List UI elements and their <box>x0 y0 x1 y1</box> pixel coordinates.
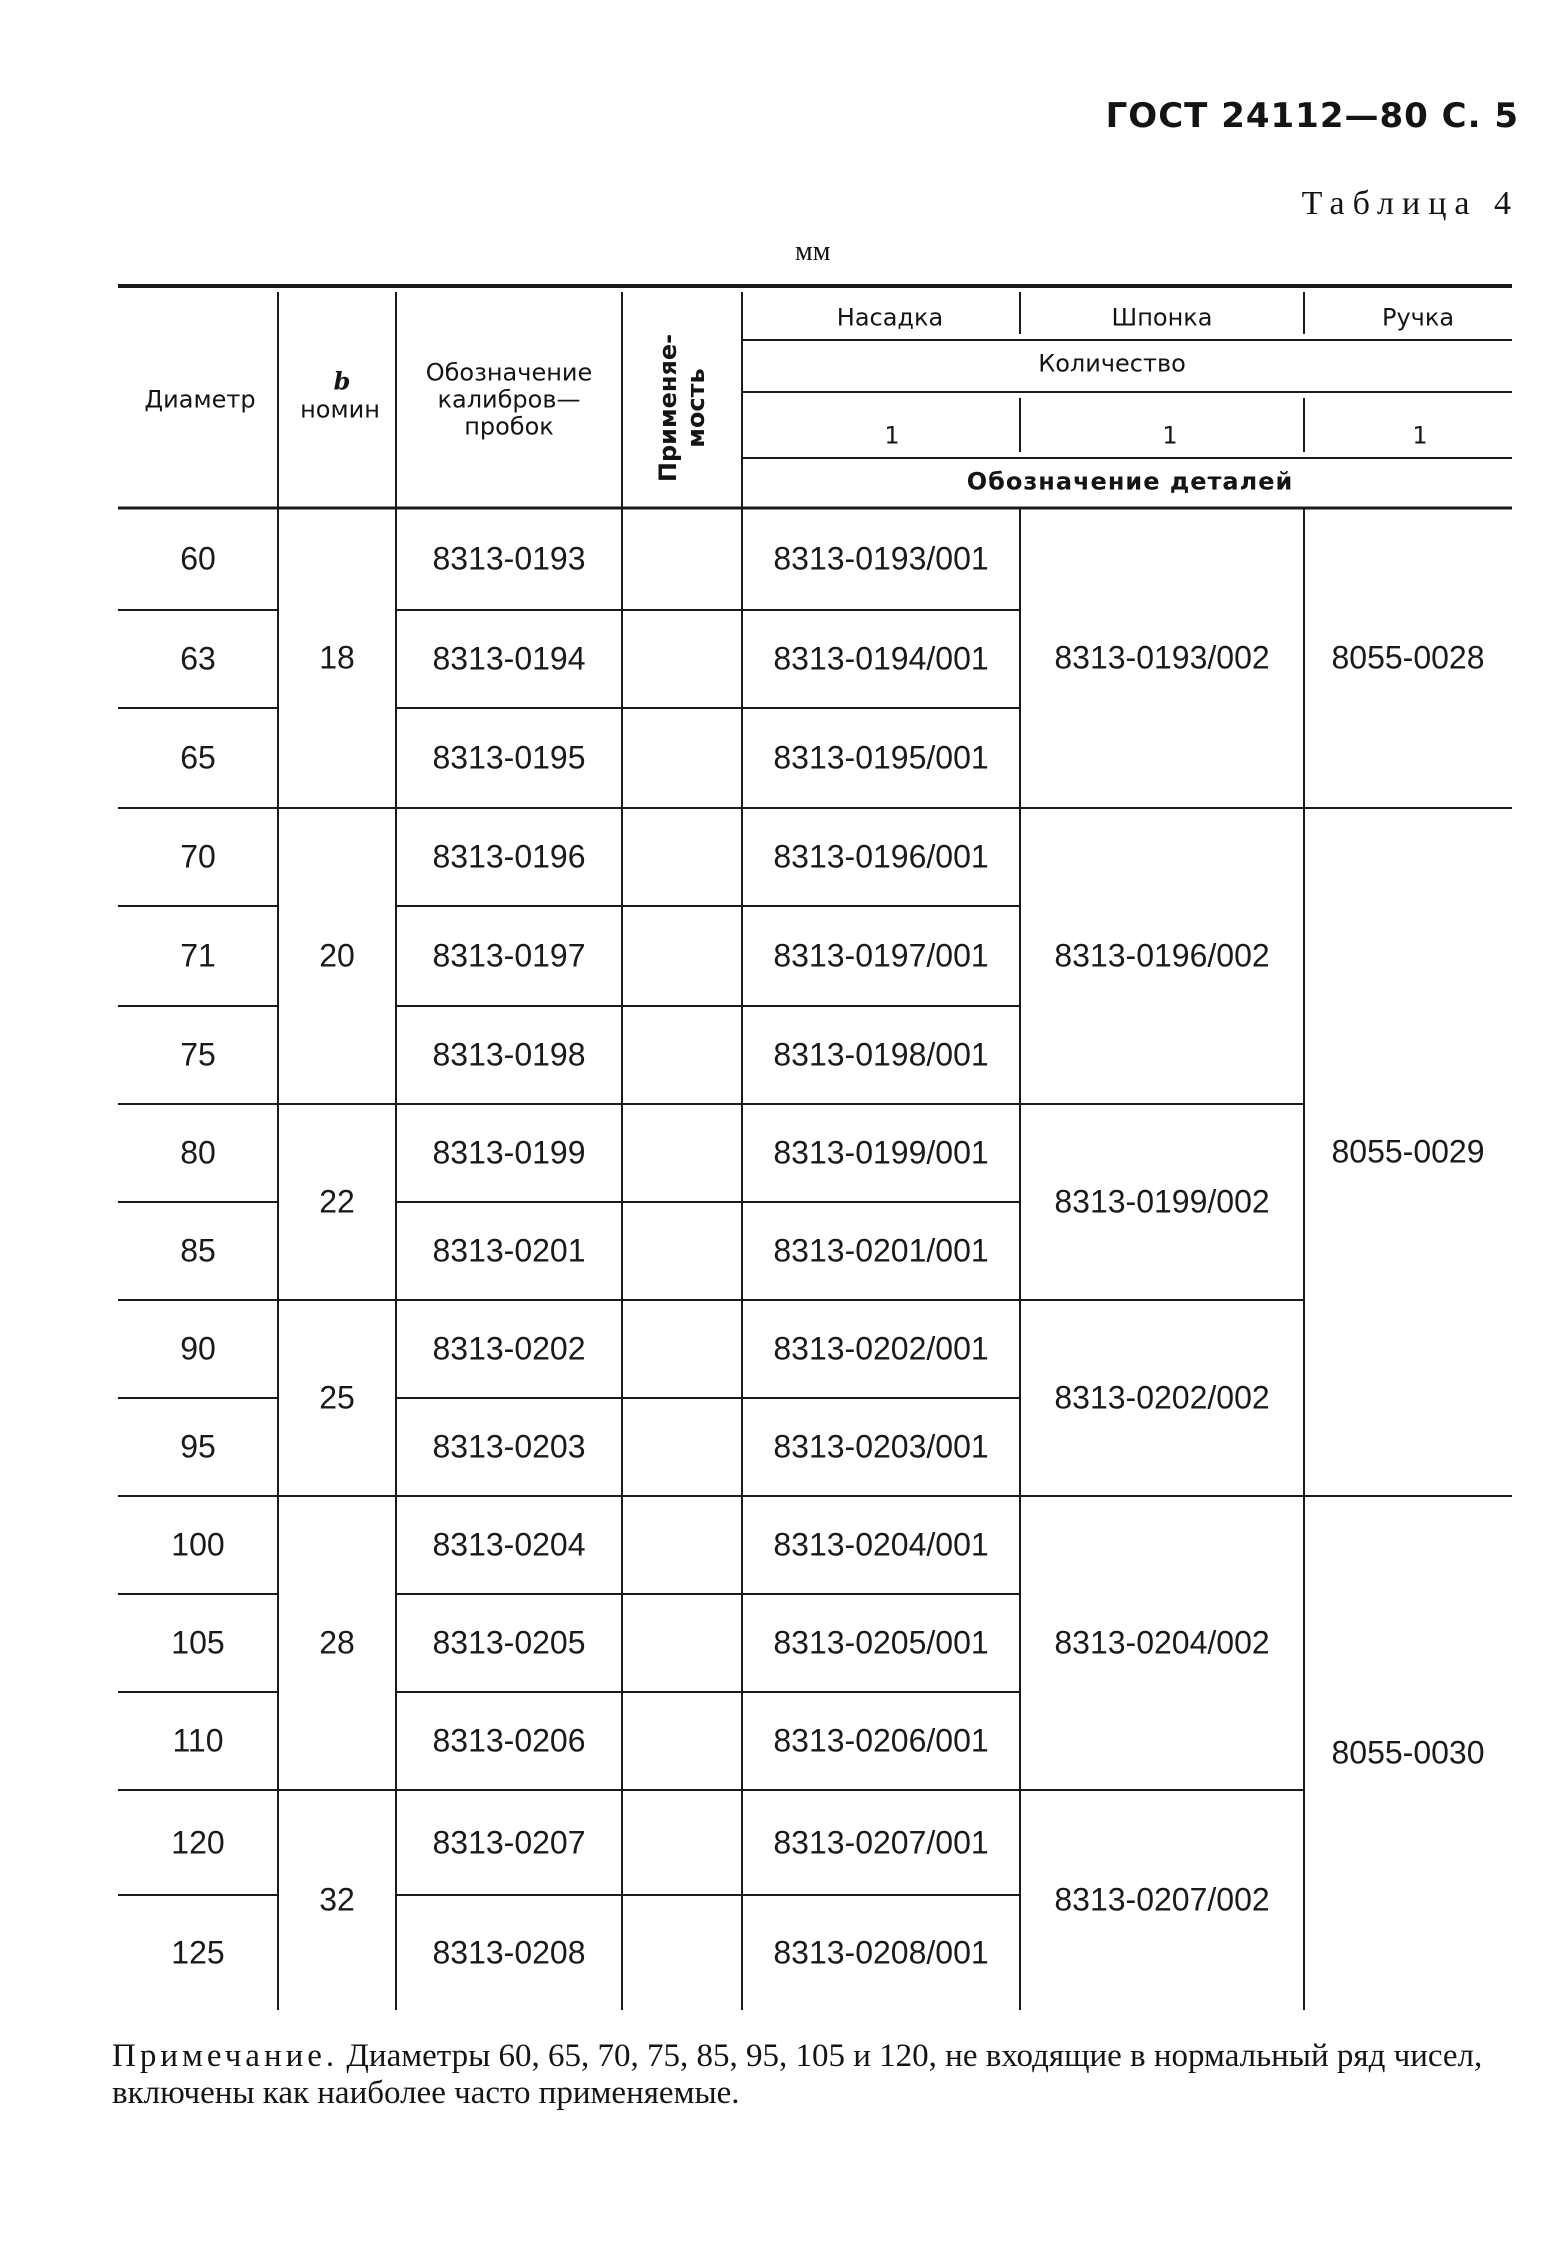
diameter-cell: 110 <box>172 1722 224 1759</box>
nozzle-designation-cell: 8313-0205/001 <box>773 1624 989 1661</box>
header-b-nominal: номин <box>300 395 380 424</box>
unit-label: мм <box>795 236 831 267</box>
key-designation-cell: 8313-0204/002 <box>1054 1624 1270 1661</box>
b-nominal-cell: 20 <box>319 937 355 974</box>
header-nozzle: Насадка <box>836 303 944 332</box>
diameter-cell: 85 <box>180 1232 216 1269</box>
nozzle-designation-cell: 8313-0207/001 <box>773 1824 989 1860</box>
gauge-designation-cell: 8313-0199 <box>432 1134 586 1171</box>
page-header: ГОСТ 24112—80 С. 5 <box>1105 96 1519 136</box>
header-parts-designation: Обозначение деталей <box>966 467 1294 496</box>
header-applicability-line2: мость <box>682 368 710 448</box>
gauge-designation-cell: 8313-0203 <box>432 1428 586 1465</box>
header-b-symbol: b <box>333 366 351 396</box>
nozzle-designation-cell: 8313-0193/001 <box>773 540 989 577</box>
nozzle-designation-cell: 8313-0194/001 <box>773 640 989 677</box>
key-designation-cell: 8313-0202/002 <box>1054 1379 1270 1416</box>
diameter-cell: 95 <box>180 1428 216 1465</box>
nozzle-designation-cell: 8313-0197/001 <box>773 937 989 974</box>
diameter-cell: 80 <box>180 1134 216 1171</box>
header-designation-line1: Обозначение <box>425 358 593 387</box>
gauge-designation-cell: 8313-0198 <box>432 1036 586 1073</box>
b-nominal-cell: 18 <box>319 639 355 676</box>
b-nominal-cell: 25 <box>319 1379 355 1416</box>
note-text: Диаметры 60, 65, 70, 75, 85, 95, 105 и 120, не входящие в нормальный ряд чисел, включены как наиболее часто применяемые. <box>112 2038 1483 2111</box>
header-qty-key: 1 <box>1162 421 1178 450</box>
gauge-designation-cell: 8313-0197 <box>432 937 586 974</box>
handle-designation-cell: 8055-0029 <box>1331 1133 1485 1170</box>
header-key: Шпонка <box>1111 303 1213 332</box>
gauge-designation-cell: 8313-0193 <box>432 540 586 577</box>
nozzle-designation-cell: 8313-0203/001 <box>773 1428 989 1465</box>
diameter-cell: 60 <box>180 540 216 577</box>
nozzle-designation-cell: 8313-0196/001 <box>773 838 989 875</box>
gauge-designation-cell: 8313-0202 <box>432 1330 586 1367</box>
diameter-cell: 125 <box>171 1934 225 1970</box>
nozzle-designation-cell: 8313-0199/001 <box>773 1134 989 1171</box>
table-note <box>112 2038 1512 2112</box>
gauge-designation-cell: 8313-0206 <box>432 1722 586 1759</box>
nozzle-designation-cell: 8313-0204/001 <box>773 1526 989 1563</box>
nozzle-designation-cell: 8313-0201/001 <box>773 1232 989 1269</box>
nozzle-designation-cell: 8313-0208/001 <box>773 1934 989 1970</box>
header-applicability-line1: Применяе- <box>654 333 682 483</box>
handle-designation-cell: 8055-0028 <box>1331 639 1485 676</box>
gauge-designation-cell: 8313-0201 <box>432 1232 586 1269</box>
handle-designation-cell: 8055-0030 <box>1331 1734 1485 1771</box>
diameter-cell: 63 <box>180 640 216 677</box>
nozzle-designation-cell: 8313-0206/001 <box>773 1722 989 1759</box>
diameter-cell: 100 <box>171 1526 225 1563</box>
key-designation-cell: 8313-0207/002 <box>1054 1881 1270 1918</box>
key-designation-cell: 8313-0196/002 <box>1054 937 1270 974</box>
gauge-designation-cell: 8313-0204 <box>432 1526 586 1563</box>
diameter-cell: 90 <box>180 1330 216 1367</box>
header-qty-handle: 1 <box>1412 421 1428 450</box>
header-handle: Ручка <box>1381 303 1455 332</box>
gauge-designation-cell: 8313-0194 <box>432 640 586 677</box>
nozzle-designation-cell: 8313-0198/001 <box>773 1036 989 1073</box>
header-designation-line3: пробок <box>464 412 554 441</box>
header-diameter: Диаметр <box>144 385 256 414</box>
header-quantity: Количество <box>1038 349 1186 378</box>
gauge-designation-cell: 8313-0196 <box>432 838 586 875</box>
diameter-cell: 75 <box>180 1036 216 1073</box>
note-heading: Примечание. <box>112 2038 339 2074</box>
b-nominal-cell: 22 <box>319 1183 355 1220</box>
nozzle-designation-cell: 8313-0195/001 <box>773 739 989 776</box>
diameter-cell: 120 <box>171 1824 225 1860</box>
header-designation-line2: калибров— <box>437 385 581 414</box>
gauge-designation-cell: 8313-0207 <box>432 1824 586 1860</box>
nozzle-designation-cell: 8313-0202/001 <box>773 1330 989 1367</box>
gauge-designation-cell: 8313-0208 <box>432 1934 586 1970</box>
header-qty-nozzle: 1 <box>884 421 900 450</box>
diameter-cell: 71 <box>180 937 216 974</box>
table-label: Таблица 4 <box>1301 185 1519 222</box>
key-designation-cell: 8313-0193/002 <box>1054 639 1270 676</box>
b-nominal-cell: 28 <box>319 1624 355 1661</box>
diameter-cell: 65 <box>180 739 216 776</box>
gauge-designation-cell: 8313-0205 <box>432 1624 586 1661</box>
key-designation-cell: 8313-0199/002 <box>1054 1183 1270 1220</box>
gauge-designation-cell: 8313-0195 <box>432 739 586 776</box>
diameter-cell: 105 <box>171 1624 225 1661</box>
b-nominal-cell: 32 <box>319 1881 355 1918</box>
header-applicability <box>654 334 710 482</box>
header-designation <box>426 360 593 441</box>
diameter-cell: 70 <box>180 838 216 875</box>
